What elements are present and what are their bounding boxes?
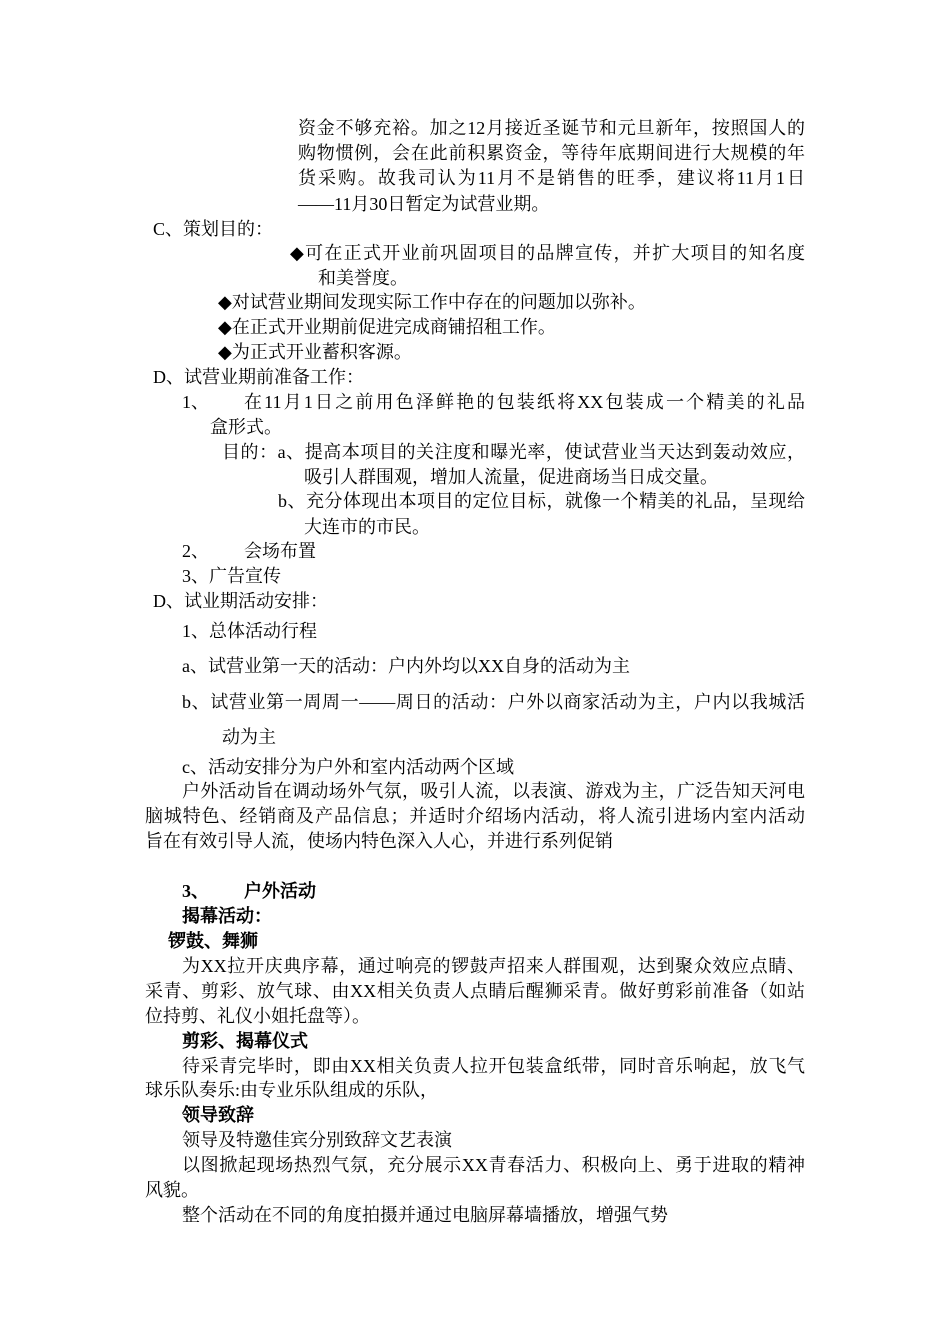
- subheading: 领导致辞: [182, 1105, 254, 1125]
- purpose-b-cont: 大连市的市民。: [304, 517, 430, 537]
- list-number: 3、: [182, 881, 209, 901]
- paragraph-line: 采青、剪彩、放气球、由XX相关负责人点睛后醒狮采青。做好剪彩前准备（如站: [145, 981, 805, 1001]
- list-item: c、活动安排分为户外和室内活动两个区域: [182, 757, 514, 777]
- list-item: 1、总体活动行程: [182, 621, 317, 641]
- bullet-item: ◆在正式开业期前促进完成商铺招租工作。: [218, 317, 556, 337]
- list-item: b、试营业第一周周一——周日的活动：户外以商家活动为主，户内以我城活: [182, 692, 805, 712]
- paragraph-line: 整个活动在不同的角度拍摄并通过电脑屏幕墙播放，增强气势: [182, 1205, 668, 1225]
- list-item: a、试营业第一天的活动：户内外均以XX自身的活动为主: [182, 656, 630, 676]
- purpose-a: 目的：a、提高本项目的关注度和曝光率，使试营业当天达到轰动效应，: [222, 442, 805, 462]
- paragraph-line: 为XX拉开庆典序幕，通过响亮的锣鼓声招来人群围观，达到聚众效应点睛、: [182, 956, 805, 976]
- list-item-cont: 盒形式。: [210, 417, 282, 437]
- text-line: 货采购。故我司认为11月不是销售的旺季，建议将11月1日: [298, 168, 805, 188]
- paragraph-line: 领导及特邀佳宾分别致辞文艺表演: [182, 1130, 452, 1150]
- list-item-cont: 动为主: [222, 727, 276, 747]
- paragraph-line: 旨在有效引导人流，使场内特色深入人心，并进行系列促销: [145, 831, 613, 851]
- bullet-item: ◆为正式开业蓄积客源。: [218, 342, 412, 362]
- paragraph-line: 风貌。: [145, 1180, 199, 1200]
- paragraph-line: 脑城特色、经销商及产品信息；并适时介绍场内活动，将人流引进场内室内活动: [145, 806, 805, 826]
- section-heading: D、试业期活动安排：: [153, 591, 328, 611]
- paragraph-line: 待采青完毕时，即由XX相关负责人拉开包装盒纸带，同时音乐响起，放飞气: [182, 1056, 805, 1076]
- bullet-item: ◆对试营业期间发现实际工作中存在的问题加以弥补。: [218, 292, 646, 312]
- section-heading: D、试营业期前准备工作：: [153, 367, 364, 387]
- paragraph-line: 以图掀起现场热烈气氛，充分展示XX青春活力、积极向上、勇于进取的精神: [182, 1155, 805, 1175]
- list-item: 在11月1日之前用色泽鲜艳的包装纸将XX包装成一个精美的礼品: [244, 392, 805, 412]
- list-item: 会场布置: [244, 541, 316, 561]
- list-item: 3、广告宣传: [182, 566, 281, 586]
- bullet-item-cont: 和美誉度。: [318, 268, 408, 288]
- paragraph-line: 位持剪、礼仪小姐托盘等）。: [145, 1006, 370, 1026]
- text-line: 购物惯例，会在此前积累资金，等待年底期间进行大规模的年: [298, 143, 805, 163]
- purpose-b: b、充分体现出本项目的定位目标，就像一个精美的礼品，呈现给: [278, 491, 805, 511]
- section-heading: C、策划目的：: [153, 219, 274, 239]
- paragraph-line: 球乐队奏乐:由专业乐队组成的乐队，: [145, 1080, 438, 1100]
- list-number: 1、: [182, 392, 209, 412]
- subheading: 锣鼓、舞狮: [168, 931, 258, 951]
- paragraph-line: 户外活动旨在调动场外气氛，吸引人流，以表演、游戏为主，广泛告知天河电: [182, 781, 805, 801]
- subsection-title: 户外活动: [244, 881, 316, 901]
- text-line: ——11月30日暂定为试营业期。: [298, 194, 550, 214]
- subheading: 揭幕活动：: [182, 906, 272, 926]
- purpose-a-cont: 吸引人群围观，增加人流量，促进商场当日成交量。: [304, 467, 718, 487]
- subheading: 剪彩、揭幕仪式: [182, 1031, 308, 1051]
- bullet-item: ◆可在正式开业前巩固项目的品牌宣传，并扩大项目的知名度: [290, 243, 805, 263]
- list-number: 2、: [182, 541, 209, 561]
- text-line: 资金不够充裕。加之12月接近圣诞节和元旦新年，按照国人的: [298, 118, 805, 138]
